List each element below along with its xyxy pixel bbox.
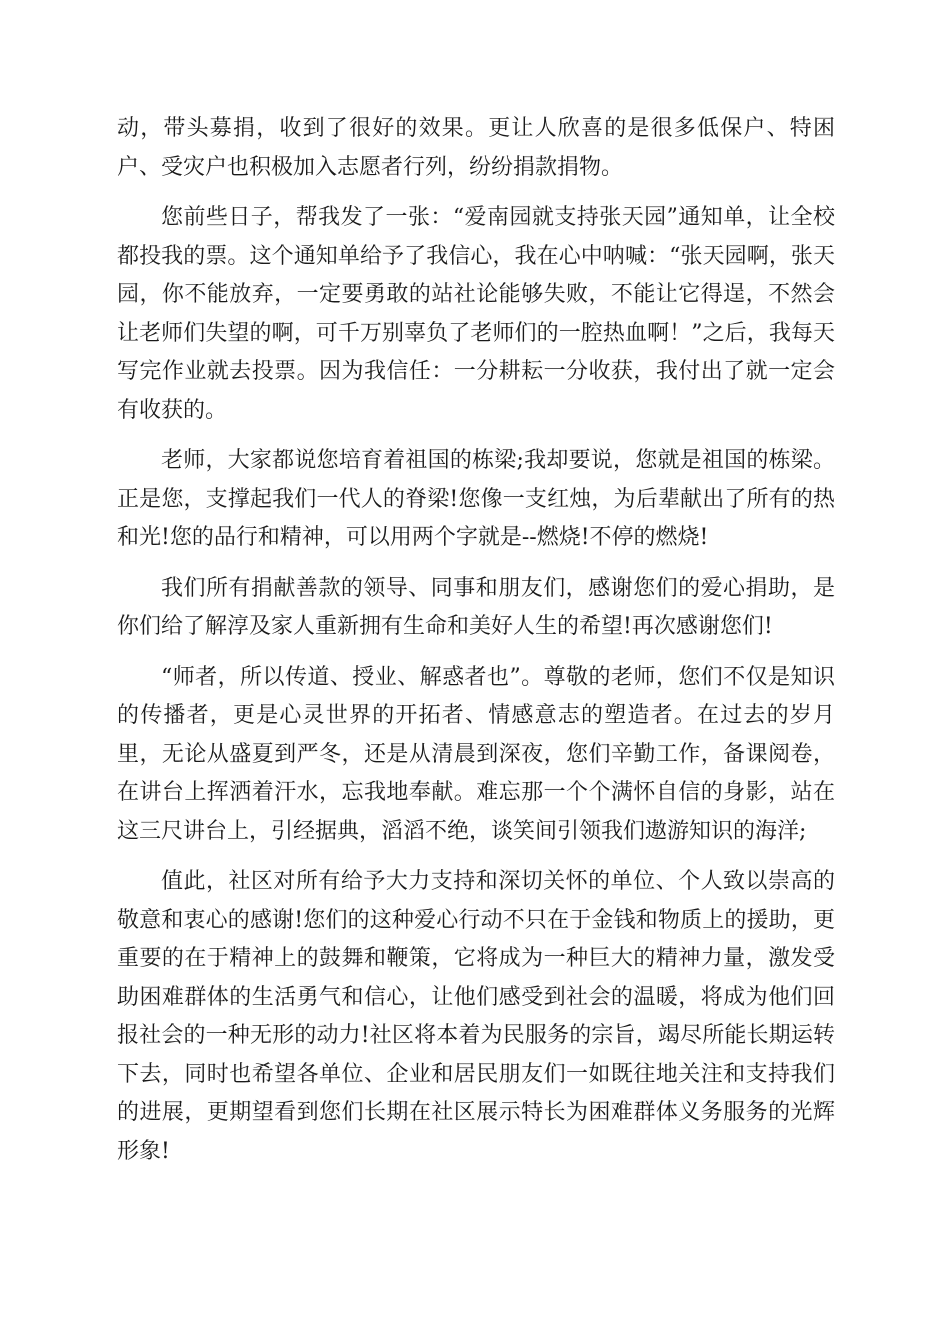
document-body bbox=[117, 110, 835, 1183]
paragraph-4: 我们所有捐献善款的领导、同事和朋友们，感谢您们的爱心捐助，是你们给了解淳及家人重新拥有生命和美好人生的希望!再次感谢您们! bbox=[117, 575, 835, 639]
paragraph-3: 老师，大家都说您培育着祖国的栋梁;我却要说，您就是祖国的栋梁。正是您，支撑起我们一代人的脊梁!您像一支红烛，为后辈献出了所有的热和光!您的品行和精神，可以用两个字就是--燃烧!不停的燃烧! bbox=[117, 448, 835, 550]
paragraph-5: “师者，所以传道、授业、解惑者也”。尊敬的老师，您们不仅是知识的传播者，更是心灵世界的开拓者、情感意志的塑造者。在过去的岁月里，无论从盛夏到严冬，还是从清晨到深夜，您们辛勤工作，备课阅卷，在讲台上挥洒着汗水，忘我地奉献。难忘那一个个满怀自信的身影，站在这三尺讲台上，引经据典，滔滔不绝，谈笑间引领我们遨游知识的海洋; bbox=[117, 664, 835, 844]
paragraph-6: 值此，社区对所有给予大力支持和深切关怀的单位、个人致以崇高的敬意和衷心的感谢!您们的这种爱心行动不只在于金钱和物质上的援助，更重要的在于精神上的鼓舞和鞭策，它将成为一种巨大的精神力量，激发受助困难群体的生活勇气和信心，让他们感受到社会的温暖，将成为他们回报社会的一种无形的动力!社区将本着为民服务的宗旨，竭尽所能长期运转下去，同时也希望各单位、企业和居民朋友们一如既往地关注和支持我们的进展，更期望看到您们长期在社区展示特长为困难群体义务服务的光辉形象! bbox=[117, 869, 835, 1164]
paragraph-2: 您前些日子，帮我发了一张：“爱南园就支持张天园”通知单，让全校都投我的票。这个通知单给予了我信心，我在心中呐喊：“张天园啊，张天园，你不能放弃，一定要勇敢的站社论能够失败，不能让它得逞，不然会让老师们失望的啊，可千万别辜负了老师们的一腔热血啊！”之后，我每天写完作业就去投票。因为我信任：一分耕耘一分收获，我付出了就一定会有收获的。 bbox=[117, 205, 835, 423]
paragraph-1: 动，带头募捐，收到了很好的效果。更让人欣喜的是很多低保户、特困户、受灾户也积极加入志愿者行列，纷纷捐款捐物。 bbox=[117, 116, 835, 180]
